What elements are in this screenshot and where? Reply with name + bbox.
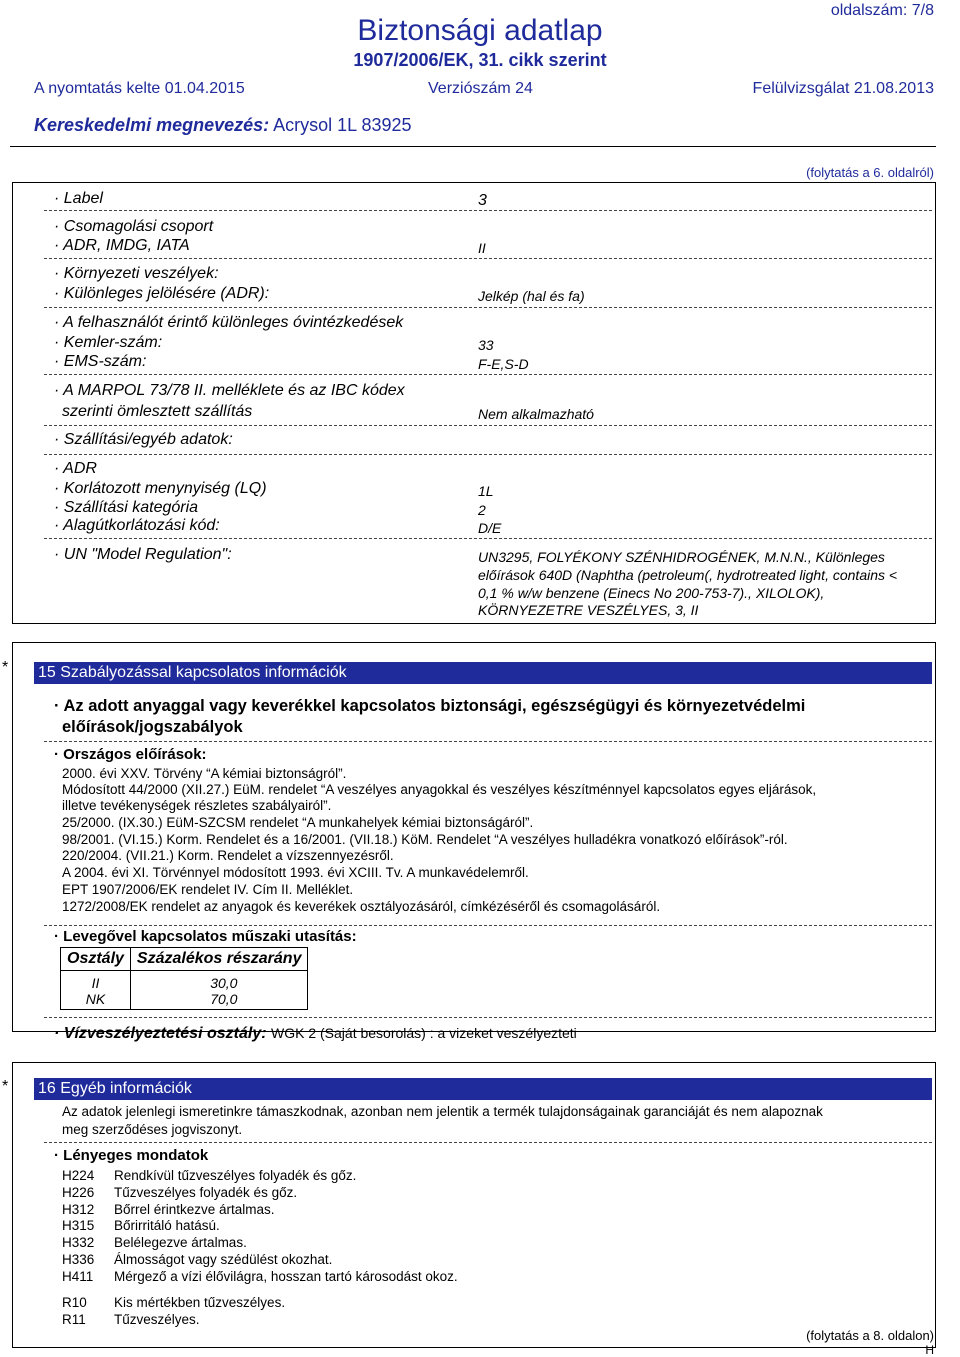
divider — [44, 1017, 932, 1018]
kemler-key: · Kemler-szám: — [54, 334, 163, 351]
air-class-table — [60, 947, 308, 1010]
document-title: Biztonsági adatlap — [357, 14, 603, 47]
divider — [44, 454, 932, 455]
phrase-code: H312 — [62, 1201, 95, 1217]
table-row — [61, 971, 308, 992]
regulations-heading-line1: · Az adott anyaggal vagy keverékkel kapcsolatos biztonsági, egészségügyi és környezetvédelmi — [54, 697, 806, 715]
corner-mark: H — [925, 1343, 934, 1357]
env-hazards-key: · Környezeti veszélyek: — [54, 265, 219, 282]
table-header-row — [61, 948, 308, 971]
print-date: A nyomtatás kelte 01.04.2015 — [34, 80, 245, 97]
phrase-text: Tűzveszélyes folyadék és gőz. — [114, 1184, 298, 1200]
r-phrase-code: R11 — [62, 1312, 86, 1327]
transport-category-key: · Szállítási kategória — [54, 499, 199, 516]
phrase-code: H315 — [62, 1218, 95, 1234]
regulations-heading-line2: előírások/jogszabályok — [62, 718, 243, 736]
water-hazard-key: · Vízveszélyeztetési osztály: — [54, 1025, 267, 1042]
trade-name-label: Kereskedelmi megnevezés: — [34, 115, 270, 135]
tunnel-code-value: D/E — [478, 520, 502, 536]
continued-to: (folytatás a 8. oldalon) — [806, 1328, 934, 1343]
phrase-text: Mérgező a vízi élővilágra, hosszan tartó károsodást okoz. — [114, 1268, 458, 1284]
phrase-text: Álmosságot vagy szédülést okozhat. — [114, 1252, 333, 1267]
phrase-code: H332 — [62, 1235, 95, 1251]
header-divider — [10, 146, 936, 147]
marpol-key-line2: szerinti ömlesztett szállítás — [62, 403, 253, 420]
relevant-phrases-key: · Lényeges mondatok — [54, 1147, 209, 1164]
user-precautions-key: · A felhasználót érintő különleges óvintézkedések — [54, 314, 404, 331]
air-technical-instruction-key: · Levegővel kapcsolatos műszaki utasítás: — [54, 928, 357, 945]
un-model-line4: KÖRNYEZETRE VESZÉLYES, 3, II — [478, 602, 699, 618]
other-transport-key: · Szállítási/egyéb adatok: — [54, 431, 233, 448]
water-hazard-class — [54, 1025, 577, 1043]
regulation-line: 2000. évi XXV. Törvény “A kémiai biztonságról”. — [62, 766, 347, 781]
review-date: Felülvizsgálat 21.08.2013 — [752, 80, 934, 97]
revision-star: * — [2, 659, 9, 676]
page-number: oldalszám: 7/8 — [830, 2, 934, 19]
ems-key: · EMS-szám: — [54, 353, 147, 370]
regulation-line: A 2004. évi XI. Törvénnyel módosított 1993. évi XCIII. Tv. A munkavédelemről. — [62, 865, 529, 880]
column-header-percentage: Százalékos részarány — [130, 948, 308, 971]
divider — [44, 258, 932, 259]
phrase-code: H226 — [62, 1184, 95, 1200]
document-subtitle: 1907/2006/EK, 31. cikk szerint — [353, 50, 607, 70]
un-model-line1: UN3295, FOLYÉKONY SZÉNHIDROGÉNEK, M.N.N., Különleges — [478, 549, 885, 565]
un-model-line3: 0,1 % w/w benzene (Einecs No 200-753-7)., XILOLOK), — [478, 585, 825, 601]
phrase-code: H224 — [62, 1168, 95, 1183]
disclaimer-line1: Az adatok jelenlegi ismeretinkre támaszkodnak, azonban nem jelentik a termék tulajdonságainak garanciáját és nem alapoznak — [62, 1104, 823, 1119]
special-marking-key: · Különleges jelölésére (ADR): — [54, 285, 270, 302]
regulation-line: 25/2000. (IX.30.) EüM-SZCSM rendelet “A munkahelyek kémiai biztonságáról”. — [62, 815, 534, 830]
marpol-value: Nem alkalmazható — [478, 406, 594, 422]
ems-value: F-E,S-D — [478, 356, 529, 372]
adr-imdg-iata-key: · ADR, IMDG, IATA — [54, 237, 190, 254]
trade-name-value: Acrysol 1L 83925 — [273, 115, 412, 135]
table-cell: NK — [61, 991, 131, 1010]
regulation-line: 98/2001. (VI.15.) Korm. Rendelet és a 16/2001. (VII.18.) KöM. Rendelet “A veszélyes hulladékra vonatkozó előírások”-ról. — [62, 832, 788, 847]
section-16-title: 16 Egyéb információk — [38, 1080, 192, 1097]
phrase-text: Rendkívül tűzveszélyes folyadék és gőz. — [114, 1168, 357, 1183]
packing-group-key: · Csomagolási csoport — [54, 218, 214, 235]
phrase-text: Bőrirritáló hatású. — [114, 1218, 220, 1234]
table-cell: II — [61, 971, 131, 992]
marpol-key-line1: · A MARPOL 73/78 II. melléklete és az IBC kódex — [54, 382, 405, 399]
disclaimer-line2: meg szerződéses jogviszonyt. — [62, 1122, 243, 1137]
regulation-line: EPT 1907/2006/EK rendelet IV. Cím II. Melléklet. — [62, 882, 354, 897]
phrase-code: H336 — [62, 1252, 95, 1267]
label-value: 3 — [478, 192, 487, 209]
revision-star: * — [2, 1078, 9, 1095]
r-phrase-code: R10 — [62, 1295, 87, 1310]
divider — [44, 1142, 932, 1143]
r-phrase-text: Tűzveszélyes. — [114, 1312, 200, 1327]
regulation-line: Módosított 44/2000 (XII.27.) EüM. rendelet “A veszélyes anyagokkal és veszélyes készítménnyel kapcsolatos egyes eljárások, — [62, 782, 817, 797]
divider — [44, 425, 932, 426]
trade-name — [34, 115, 412, 136]
national-regulations-key: · Országos előírások: — [54, 746, 207, 763]
divider — [44, 374, 932, 375]
divider — [44, 307, 932, 308]
transport-category-value: 2 — [478, 502, 486, 518]
section-16-header — [34, 1078, 932, 1100]
divider — [44, 210, 932, 211]
divider — [44, 925, 932, 926]
adr-imdg-iata-value: II — [478, 240, 486, 256]
phrase-text: Bőrrel érintkezve ártalmas. — [114, 1201, 275, 1217]
section-15-title: 15 Szabályozással kapcsolatos információk — [38, 664, 347, 681]
phrase-code: H411 — [62, 1268, 94, 1284]
divider — [44, 538, 932, 539]
kemler-value: 33 — [478, 337, 494, 353]
lq-value: 1L — [478, 483, 494, 499]
column-header-class: Osztály — [61, 948, 131, 971]
un-model-line2: előírások 640D (Naphtha (petroleum(, hydrotreated light, contains < — [478, 567, 898, 583]
r-phrase-text: Kis mértékben tűzveszélyes. — [114, 1295, 286, 1310]
table-cell: 70,0 — [130, 991, 308, 1010]
regulation-line: 1272/2008/EK rendelet az anyagok és keverékek osztályozásáról, címkézéséről és csomagolásáról. — [62, 899, 661, 914]
regulation-line: illetve tevékenységek részletes szabályairól”. — [62, 798, 332, 813]
water-hazard-value: WGK 2 (Saját besorolás) : a vizeket veszélyezteti — [271, 1025, 577, 1041]
regulation-line: 220/2004. (VII.21.) Korm. Rendelet a vízszennyezésről. — [62, 848, 394, 863]
label-key: · Label — [54, 190, 103, 207]
continued-from: (folytatás a 6. oldalról) — [806, 165, 934, 180]
tunnel-code-key: · Alagútkorlátozási kód: — [54, 517, 220, 534]
special-marking-value: Jelkép (hal és fa) — [478, 288, 585, 304]
divider — [44, 741, 932, 742]
un-model-key: · UN "Model Regulation": — [54, 546, 232, 563]
table-row — [61, 991, 308, 1010]
phrase-text: Belélegezve ártalmas. — [114, 1235, 247, 1251]
adr-key: · ADR — [54, 460, 97, 477]
version-number: Verziószám 24 — [428, 80, 533, 97]
table-cell: 30,0 — [130, 971, 308, 992]
lq-key: · Korlátozott menynyiség (LQ) — [54, 480, 267, 497]
section-15-header — [34, 662, 932, 684]
